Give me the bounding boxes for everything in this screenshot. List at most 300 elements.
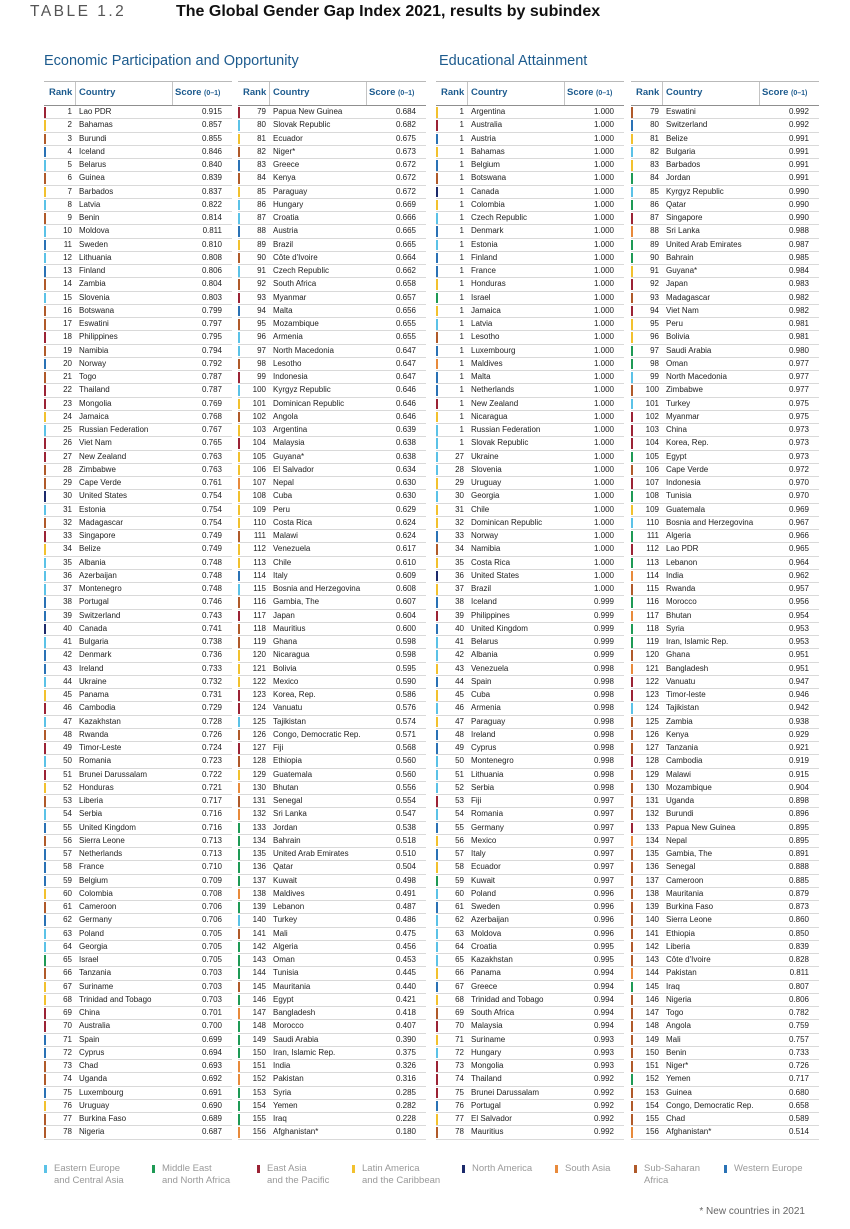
country-cell: Lesotho — [273, 358, 302, 368]
country-cell: Mexico — [273, 676, 299, 686]
rank-cell: 51 — [63, 769, 72, 779]
table-row — [436, 331, 624, 344]
score-cell: 0.975 — [788, 398, 809, 408]
country-cell: Estonia — [471, 239, 498, 249]
table-row — [436, 119, 624, 132]
table-row — [436, 875, 624, 888]
table-row — [436, 729, 624, 742]
rank-cell: 76 — [63, 1100, 72, 1110]
rank-cell: 70 — [63, 1021, 72, 1031]
table-row — [238, 981, 426, 994]
table-row — [44, 583, 232, 596]
table-row — [44, 636, 232, 649]
table-row — [631, 424, 819, 437]
country-cell: Bahamas — [471, 146, 505, 156]
table-row — [436, 292, 624, 305]
table-row — [44, 437, 232, 450]
score-cell: 1.000 — [593, 107, 614, 116]
table-row — [238, 782, 426, 795]
rank-cell: 55 — [63, 822, 72, 832]
table-row — [436, 504, 624, 517]
score-cell: 0.888 — [788, 862, 809, 872]
rank-cell: 69 — [63, 1008, 72, 1017]
score-cell: 0.716 — [201, 809, 222, 819]
rank-cell: 79 — [650, 107, 659, 116]
rank-cell: 66 — [455, 968, 464, 978]
table-row — [238, 1034, 426, 1047]
table-row — [238, 941, 426, 954]
table-row — [631, 623, 819, 636]
score-cell: 0.724 — [201, 743, 222, 752]
country-cell: Pakistan — [666, 968, 697, 978]
rank-cell: 32 — [63, 517, 72, 527]
score-cell: 0.957 — [788, 584, 809, 593]
score-cell: 0.749 — [201, 531, 222, 540]
rank-cell: 101 — [252, 398, 266, 408]
rank-cell: 121 — [252, 663, 266, 673]
score-cell: 1.000 — [593, 173, 614, 183]
rank-cell: 126 — [645, 729, 659, 739]
score-cell: 0.919 — [788, 756, 809, 766]
table-row — [238, 1060, 426, 1073]
country-cell: Algeria — [666, 531, 691, 540]
table-rows — [631, 106, 819, 1140]
table-row — [44, 318, 232, 331]
country-cell: Lithuania — [471, 769, 504, 779]
country-cell: Spain — [471, 676, 492, 686]
table-row — [436, 424, 624, 437]
score-cell: 0.604 — [395, 610, 416, 620]
score-cell: 0.953 — [788, 637, 809, 646]
country-cell: Montenegro — [79, 584, 122, 593]
score-cell: 0.973 — [788, 425, 809, 434]
country-cell: Cameroon — [79, 902, 117, 911]
table-row — [436, 636, 624, 649]
score-cell: 0.510 — [395, 849, 416, 858]
country-cell: United States — [471, 570, 520, 580]
rank-cell: 1 — [459, 345, 464, 355]
country-cell: Oman — [666, 358, 688, 368]
country-cell: Tajikistan — [666, 703, 699, 713]
score-cell: 1.000 — [593, 186, 614, 196]
table-row — [631, 755, 819, 768]
score-cell: 0.998 — [593, 769, 614, 779]
score-cell: 0.705 — [201, 941, 222, 951]
score-cell: 0.538 — [395, 822, 416, 832]
country-cell: Dominican Republic — [471, 517, 543, 527]
rank-cell: 1 — [459, 385, 464, 395]
country-cell: Netherlands — [79, 849, 123, 858]
table-row — [44, 225, 232, 238]
rank-cell: 141 — [645, 928, 659, 938]
score-cell: 0.768 — [201, 411, 222, 421]
rank-cell: 34 — [63, 544, 72, 554]
score-cell: 0.716 — [201, 822, 222, 832]
score-cell: 0.840 — [201, 160, 222, 169]
rank-cell: 123 — [645, 690, 659, 699]
table-row — [238, 1073, 426, 1086]
table-row — [436, 278, 624, 291]
table-row — [631, 649, 819, 662]
country-cell: United Kingdom — [79, 822, 136, 832]
score-cell: 1.000 — [593, 451, 614, 461]
table-row — [436, 411, 624, 424]
rank-cell: 88 — [650, 226, 659, 236]
country-cell: Yemen — [273, 1100, 298, 1110]
score-cell: 0.995 — [593, 955, 614, 964]
country-cell: Morocco — [666, 597, 697, 607]
table-row — [631, 172, 819, 185]
score-cell: 0.638 — [395, 438, 416, 448]
country-cell: Bulgaria — [79, 637, 109, 646]
score-cell: 0.571 — [395, 729, 416, 739]
score-cell: 0.769 — [201, 398, 222, 408]
table-row — [436, 530, 624, 543]
score-cell: 0.699 — [201, 1034, 222, 1044]
country-cell: Mali — [273, 928, 288, 938]
rank-cell: 68 — [455, 994, 464, 1004]
score-cell: 1.000 — [593, 584, 614, 593]
score-cell: 0.326 — [395, 1061, 416, 1070]
rank-cell: 151 — [252, 1061, 266, 1070]
score-cell: 0.998 — [593, 716, 614, 726]
score-cell: 0.855 — [201, 133, 222, 143]
rank-cell: 1 — [459, 199, 464, 209]
score-cell: 1.000 — [593, 213, 614, 222]
score-cell: 0.898 — [788, 796, 809, 805]
score-cell: 0.860 — [788, 915, 809, 925]
table-row — [436, 822, 624, 835]
rank-cell: 65 — [455, 955, 464, 964]
rank-cell: 120 — [252, 650, 266, 660]
score-cell: 0.673 — [395, 146, 416, 156]
score-header: Score (0–1) — [567, 87, 613, 98]
country-cell: Guinea — [666, 1087, 692, 1097]
country-cell: Indonesia — [666, 478, 701, 487]
table-row — [44, 1034, 232, 1047]
country-cell: Senegal — [273, 796, 303, 805]
score-cell: 0.713 — [201, 835, 222, 845]
rank-cell: 71 — [63, 1034, 72, 1044]
score-cell: 0.608 — [395, 584, 416, 593]
rank-cell: 104 — [252, 438, 266, 448]
table-row — [631, 914, 819, 927]
country-cell: Qatar — [666, 199, 687, 209]
country-cell: Liberia — [79, 796, 104, 805]
score-cell: 0.994 — [593, 994, 614, 1004]
country-cell: Madagascar — [666, 292, 711, 302]
rank-cell: 130 — [645, 782, 659, 792]
rank-cell: 88 — [257, 226, 266, 236]
score-cell: 0.486 — [395, 915, 416, 925]
rank-cell: 95 — [650, 319, 659, 328]
rank-cell: 143 — [252, 955, 266, 964]
country-cell: Belize — [79, 544, 101, 554]
country-cell: India — [666, 570, 684, 580]
country-cell: Benin — [79, 213, 100, 222]
table-row — [44, 994, 232, 1007]
score-cell: 0.938 — [788, 716, 809, 726]
country-cell: Austria — [273, 226, 298, 236]
score-cell: 0.857 — [201, 120, 222, 130]
table-row — [44, 239, 232, 252]
table-row — [436, 345, 624, 358]
table-row — [44, 398, 232, 411]
rank-cell: 78 — [63, 1127, 72, 1137]
score-cell: 0.646 — [395, 385, 416, 395]
country-cell: Moldova — [471, 928, 502, 938]
rank-cell: 33 — [455, 531, 464, 540]
score-cell: 0.994 — [593, 1008, 614, 1017]
country-cell: Norway — [79, 358, 107, 368]
country-cell: Serbia — [79, 809, 103, 819]
rank-cell: 91 — [257, 266, 266, 275]
score-cell: 0.807 — [788, 981, 809, 991]
country-cell: Slovak Republic — [471, 438, 529, 448]
table-row — [44, 888, 232, 901]
country-cell: Zimbabwe — [666, 385, 703, 395]
score-cell: 0.996 — [593, 928, 614, 938]
table-row — [631, 729, 819, 742]
score-cell: 1.000 — [593, 199, 614, 209]
country-cell: Jamaica — [79, 411, 109, 421]
country-cell: Uruguay — [79, 1100, 110, 1110]
score-cell: 0.996 — [593, 902, 614, 911]
table-row — [631, 517, 819, 530]
country-cell: Eswatini — [79, 319, 109, 328]
table-row — [631, 570, 819, 583]
table-row — [238, 914, 426, 927]
score-cell: 0.639 — [395, 425, 416, 434]
score-cell: 0.421 — [395, 994, 416, 1004]
rank-cell: 1 — [67, 107, 72, 116]
table-row — [238, 172, 426, 185]
score-cell: 0.822 — [201, 199, 222, 209]
score-cell: 0.672 — [395, 173, 416, 183]
table-row — [436, 835, 624, 848]
rank-cell: 118 — [646, 623, 659, 633]
table-row — [44, 769, 232, 782]
score-cell: 0.743 — [201, 610, 222, 620]
country-cell: Angola — [273, 411, 298, 421]
table-row — [44, 676, 232, 689]
rank-cell: 1 — [459, 266, 464, 275]
table-row — [631, 848, 819, 861]
score-header: Score (0–1) — [762, 87, 808, 98]
rank-cell: 113 — [646, 557, 659, 567]
rank-header: Rank — [441, 87, 465, 98]
rank-cell: 1 — [459, 411, 464, 421]
score-cell: 0.998 — [593, 743, 614, 752]
country-cell: Armenia — [273, 332, 303, 342]
country-cell: Chile — [273, 557, 292, 567]
table-row — [436, 941, 624, 954]
rank-cell: 126 — [252, 729, 266, 739]
country-cell: Denmark — [471, 226, 504, 236]
rank-cell: 9 — [67, 213, 72, 222]
table-row — [238, 517, 426, 530]
score-cell: 0.977 — [788, 385, 809, 395]
score-cell: 0.748 — [201, 584, 222, 593]
table-row — [238, 345, 426, 358]
score-cell: 0.956 — [788, 597, 809, 607]
score-cell: 0.998 — [593, 703, 614, 713]
country-cell: Vanuatu — [273, 703, 303, 713]
table-row — [436, 557, 624, 570]
score-cell: 0.662 — [395, 266, 416, 275]
rank-cell: 1 — [459, 398, 464, 408]
country-cell: Bahamas — [79, 120, 113, 130]
score-cell: 1.000 — [593, 425, 614, 434]
rank-cell: 81 — [257, 133, 266, 143]
table-row — [436, 914, 624, 927]
table-row — [238, 1047, 426, 1060]
table-row — [436, 1060, 624, 1073]
rank-cell: 37 — [455, 584, 464, 593]
score-cell: 0.617 — [395, 544, 416, 554]
score-cell: 0.754 — [201, 517, 222, 527]
table-row — [238, 623, 426, 636]
score-cell: 0.759 — [788, 1021, 809, 1031]
rank-cell: 95 — [257, 319, 266, 328]
table-row — [436, 106, 624, 119]
score-cell: 0.748 — [201, 557, 222, 567]
rank-cell: 74 — [63, 1074, 72, 1084]
score-cell: 0.672 — [395, 186, 416, 196]
country-cell: Burundi — [79, 133, 107, 143]
score-cell: 0.810 — [201, 239, 222, 249]
table-row — [436, 981, 624, 994]
score-header: Score (0–1) — [175, 87, 221, 98]
country-cell: Estonia — [79, 504, 106, 514]
legend-swatch — [257, 1165, 260, 1173]
table-row — [238, 530, 426, 543]
score-cell: 0.733 — [201, 663, 222, 673]
score-cell: 1.000 — [593, 292, 614, 302]
rank-cell: 82 — [650, 146, 659, 156]
score-cell: 0.282 — [395, 1100, 416, 1110]
rank-cell: 125 — [252, 716, 266, 726]
table-row — [238, 1126, 426, 1139]
country-cell: Ukraine — [471, 451, 499, 461]
country-cell: Albania — [79, 557, 106, 567]
score-cell: 0.721 — [201, 782, 222, 792]
table-row — [631, 239, 819, 252]
table-row — [238, 1113, 426, 1126]
country-cell: Czech Republic — [273, 266, 330, 275]
score-cell: 0.700 — [201, 1021, 222, 1031]
rank-cell: 123 — [252, 690, 266, 699]
rank-cell: 57 — [455, 849, 464, 858]
table-row — [238, 702, 426, 715]
rank-cell: 132 — [645, 809, 659, 819]
country-cell: Germany — [471, 822, 504, 832]
rank-cell: 18 — [63, 332, 72, 342]
score-cell: 0.694 — [201, 1047, 222, 1057]
rank-cell: 59 — [63, 875, 72, 885]
country-cell: Sierra Leone — [79, 835, 125, 845]
score-cell: 0.895 — [788, 835, 809, 845]
table-row — [631, 451, 819, 464]
country-cell: Suriname — [79, 981, 114, 991]
table-row — [44, 358, 232, 371]
rank-cell: 61 — [455, 902, 464, 911]
score-cell: 1.000 — [593, 557, 614, 567]
score-cell: 0.977 — [788, 358, 809, 368]
rank-cell: 13 — [63, 266, 72, 275]
country-cell: Mauritania — [666, 888, 704, 898]
country-cell: Nepal — [273, 478, 294, 487]
rank-cell: 54 — [455, 809, 464, 819]
table-row — [44, 292, 232, 305]
country-cell: Congo, Democratic Rep. — [666, 1100, 754, 1110]
score-cell: 1.000 — [593, 319, 614, 328]
country-cell: Paraguay — [471, 716, 506, 726]
score-cell: 0.657 — [395, 292, 416, 302]
country-cell: Hungary — [471, 1047, 502, 1057]
legend-swatch — [724, 1165, 727, 1173]
table-row — [238, 331, 426, 344]
table-row — [44, 954, 232, 967]
rank-cell: 125 — [645, 716, 659, 726]
country-cell: Timor-Leste — [79, 743, 122, 752]
country-cell: China — [666, 425, 687, 434]
legend-swatch — [352, 1165, 355, 1173]
country-cell: Eswatini — [666, 107, 696, 116]
table-row — [44, 1113, 232, 1126]
rank-cell: 66 — [63, 968, 72, 978]
rank-cell: 31 — [455, 504, 464, 514]
rank-cell: 133 — [252, 822, 266, 832]
score-cell: 0.658 — [395, 279, 416, 289]
score-cell: 0.646 — [395, 411, 416, 421]
country-cell: Greece — [273, 160, 300, 169]
score-cell: 0.407 — [395, 1021, 416, 1031]
score-cell: 0.795 — [201, 332, 222, 342]
rank-cell: 129 — [645, 769, 659, 779]
table-row — [44, 543, 232, 556]
score-cell: 0.990 — [788, 213, 809, 222]
country-cell: Iraq — [666, 981, 680, 991]
country-cell: Lebanon — [666, 557, 698, 567]
rank-cell: 153 — [645, 1087, 659, 1097]
country-cell: Gambia, The — [666, 849, 713, 858]
score-cell: 1.000 — [593, 305, 614, 315]
rank-cell: 149 — [645, 1034, 659, 1044]
rank-cell: 16 — [63, 305, 72, 315]
score-cell: 0.915 — [201, 107, 222, 116]
rank-cell: 1 — [459, 186, 464, 196]
country-cell: Netherlands — [471, 385, 515, 395]
rank-cell: 108 — [645, 491, 659, 501]
country-cell: Guatemala — [666, 504, 706, 514]
country-cell: Croatia — [471, 941, 497, 951]
rank-cell: 1 — [459, 319, 464, 328]
score-cell: 0.787 — [201, 372, 222, 381]
table-row — [44, 623, 232, 636]
score-cell: 0.723 — [201, 756, 222, 766]
rank-cell: 37 — [63, 584, 72, 593]
score-cell: 0.983 — [788, 279, 809, 289]
score-cell: 0.630 — [395, 478, 416, 487]
score-cell: 0.998 — [593, 729, 614, 739]
rank-cell: 149 — [252, 1034, 266, 1044]
rank-cell: 155 — [252, 1114, 266, 1123]
table-row — [631, 199, 819, 212]
rank-cell: 1 — [459, 252, 464, 262]
rank-cell: 50 — [455, 756, 464, 766]
rank-cell: 156 — [645, 1127, 659, 1137]
